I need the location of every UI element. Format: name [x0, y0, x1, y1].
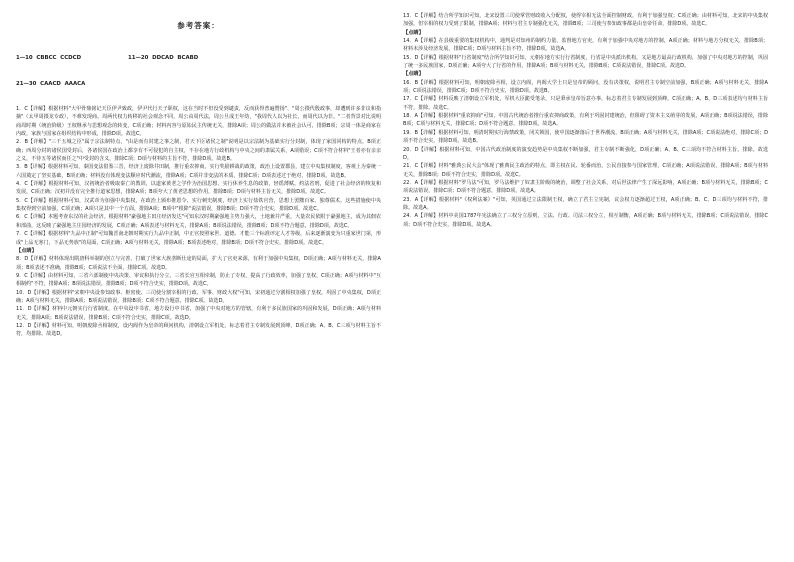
left-explanations: [16, 105, 381, 339]
explanation-paragraph: 2．B【详解】"三千五城之臣"属于宗法制特点，"由是而有封建之事之制，君天下臣诸侯之制"说明是以宗法制为基础实行分封制，体现了家国同构的特点，B项正确；西周分封的诸侯国受封后，各诸侯国在政治上都享有不可侵犯的自主权，不存在地方行政机构与中央之间的隶属关系，A项错误；C项不符合材料"王者亦有亲亲之义，不待五等诸侯而任之"中受封的含义，排除C项；D项与材料的主旨不符，排除D项。故选B。: [16, 139, 381, 163]
explanation-paragraph: 8．D【详解】材料体现出隋唐科举制的创立与完善，打破了世家大族垄断仕途的局面，扩大了官吏来源，有利于加强中央集权，D项正确；A项与材料无关，排除A项；B项表述不准确，排除B项；C项说法不全面，排除C项。故选D。: [16, 256, 381, 271]
explanation-paragraph: 17．C【详解】材料反映了清朝设立军机处，军机大臣跪受笔录，只是秉承皇帝旨意办事，标志着君主专制发展到顶峰，C项正确；A、B、D三项表述均与材料主旨不符，排除。故选C。: [403, 96, 768, 111]
answer-key-title: 参考答案：: [177, 21, 220, 30]
answer-row: 21—30 CAACD AAACA: [16, 80, 86, 87]
right-column: [403, 12, 768, 557]
answer-grid: [16, 37, 381, 105]
explanation-paragraph: 14．A【详解】在县级重要的集权机构中，通判是对知州的制约力量，监督地方官吏，有利于加强中央对地方的控制，A项正确；材料与地方分权无关，排除B项；材料未涉及经济发展，排除C项；D项与材料主旨不符，排除D项。故选A。: [403, 38, 768, 53]
explanation-paragraph: 15．D【详解】根据材料"行省制度"结合所学知识可知，元朝在地方实行行省制度，行省是中央派出机构，又是地方最高行政机构，加强了中央对地方的控制，巩固了统一多民族国家，D项正确；A项夸大了行省的作用，排除A项；B项与材料无关，排除B项；C项说法错误，排除C项。故选D。: [403, 54, 768, 70]
explanation-paragraph: 7．C【详解】根据材料"九品中正制"可知魏晋南北朝时期实行九品中正制，中正官按照家世、道德、才能三个标准评定人才等级，后来逐渐演变为只重家世门第，形成"上品无寒门，下品无势族"的局面，C项正确；A项与材料无关，排除A项；B项表述绝对，排除B项；D项不符合史实，排除D项。故选C。: [16, 231, 381, 246]
note-heading: 【点睛】: [16, 247, 37, 254]
explanation-paragraph: 6．C【详解】本题考查东汉的社会经济。根据材料"豪强地主田庄经济发达"可知东汉时期豪强地主势力强大，土地兼并严重，大量农民依附于豪强地主，成为其佃农和部曲，这反映了豪强地主庄园经济的发展，C项正确；A项表述与材料无关，排除A项；B项说法错误，排除B项；D项不符合题意，排除D项。故选C。: [16, 214, 381, 229]
note-heading: 【点睛】: [403, 71, 424, 78]
explanation-paragraph: 4．C【详解】根据材料可知，汉初统治者吸取秦亡的教训，以道家黄老之学作为治国思想，实行休养生息的政策，轻徭薄赋、约法省刑，促进了社会经济的恢复和发展，C项正确；汉初并没有完全推行道家思想，排除A项；B项夸大了黄老思想的作用，排除B项；D项与材料主旨无关，排除D项。故选C。: [16, 181, 381, 196]
explanation-paragraph: 1．C【详解】根据材料"大甲骨鼎铭记天臣伊尹致政，伊尹代行天子职权，这在当时不但没受到谴责，反而获得普遍赞扬"、"周公摄代殷政事，却遭到许多非议和指摘"（太甲周摄龙专政），不难发现商、周两代权力转移的社会观念不同，周公由周代法，周公旦成王年幼，"我周代人以为社长，而周代以为非。"二者背景对比说明商周时期（统治阶级）王权继承与思想观念的转变，C项正确；材料内容与原始民主传统无关，排除A项；周公的做法并未被社会认可，排除B项；宗周一体是商家在内政，家族与国家在组织结构中形成，排除D项。故选C。: [16, 106, 381, 138]
explanation-paragraph: 20．D【详解】根据材料可知，中国古代政治制度的演变趋势是中央集权不断加强，君主专制不断强化，D项正确；A、B、C三项均不符合材料主旨，排除。故选D。: [403, 146, 768, 161]
explanation-paragraph: 11．D【详解】材料中元朝实行行省制度，在中央设中书省，地方设行中书省，加强了中央对地方的管辖，有利于多民族国家的巩固和发展，D项正确；A项与材料无关，排除A项；B项说法错误，排除B项；C项不符合史实，排除C项。故选D。: [16, 306, 381, 321]
right-explanations: [403, 12, 768, 229]
explanation-paragraph: 18．A【详解】根据材料"重农抑商"可知，中国古代统治者推行重农抑商政策，有利于巩固封建统治，但阻碍了资本主义萌芽的发展，A项正确；B项说法错误，排除B项；C项与材料无关，排除C项；D项不符合题意，排除D项。故选A。: [403, 113, 768, 128]
explanation-paragraph: 24．A【详解】材料中美国1787年宪法确立了三权分立原则，立法、行政、司法三权分立，相互制衡，A项正确；B项与材料无关，排除B项；C项说法错误，排除C项；D项不符合史实，排除D项。故选A。: [403, 213, 768, 228]
explanation-paragraph: 23．A【详解】根据材料"《权利法案》"可知，英国通过立法限制王权，确立了君主立宪制，议会权力逐渐超过王权，A项正确；B、C、D三项均与材料不符，排除。故选A。: [403, 196, 768, 211]
explanation-paragraph: 16．B【详解】根据材料可知，明朝废除丞相，设立内阁，内阁大学士只是皇帝的顾问，没有决策权，说明君主专制空前加强，B项正确；A项与材料无关，排除A项；C项说法错误，排除C项；D项不符合史实，排除D项。故选B。: [403, 79, 768, 95]
left-column: [16, 12, 381, 557]
explanation-paragraph: 10．D【详解】根据材料"宋朝中央设参知政事、枢密使、三司使分割宰相的行政、军事、财政大权"可知，宋初通过分割相权加强了皇权，巩固了中央集权，D项正确；A项与材料无关，排除A项；B项说法错误，排除B项；C项不符合题意，排除C项。故选D。: [16, 289, 381, 304]
explanation-paragraph: 5．C【详解】根据材料可知，汉武帝为加强中央集权，在政治上颁布推恩令、实行刺史制度，经济上实行盐铁官营，思想上罢黜百家、独尊儒术，这些措施使中央集权得到空前加强，C项正确；A项只是其中一个方面，排除A项；B项中"根除"说法错误，排除B项；D项不符合史实，排除D项。故选C。: [16, 197, 381, 213]
explanation-paragraph: 9．C【详解】由材料可知，三省六部制使中央决策、审议和执行分立，三省长官互相牵制，防止了专权，提高了行政效率，加强了皇权，C项正确；A项与材料中"互相制约"不符，排除A项；B项说法错误，排除B项；D项不符合史实，排除D项。故选C。: [16, 272, 381, 288]
explanation-paragraph: 19．B【详解】根据材料可知，明清时期实行海禁政策，闭关锁国，使中国逐渐落后于世界潮流，B项正确；A项与材料无关，排除A项；C项说法绝对，排除C项；D项不符合史实，排除D项。故选B。: [403, 129, 768, 145]
explanation-paragraph: 3．B【详解】根据材料可知，秦国变法借鉴三晋，经济上废除井田制，推行重农抑商，实行奖励耕战的政策，政治上设置郡县，建立中央集权制度，客观上为秦统一六国奠定了坚实基础，B项正确；材料没有体现变法顺应时代潮流，排除A项；C项并非变法的本质，排除C项；D项表述过于绝对，排除D项。故选B。: [16, 164, 381, 179]
note-heading: 【点睛】: [403, 29, 424, 36]
explanation-paragraph: 12．D【详解】材料可知，明朝废除丞相制度，设内阁作为皇帝的顾问机构，清朝设立军机处，标志着君主专制发展到顶峰，D项正确；A、B、C三项与材料主旨不符，均排除。故选D。: [16, 322, 381, 338]
explanation-paragraph: 13．C【详解】结合所学知识可知，北宋设置三司使掌管财政收入分配权，使得宰相无法全面控制财政，有利于加强皇权；C项正确；由材料可知，北宋的中央集权加强，但宰相的权力受到了限制，排除A项；材料与君主专制强化无关，排除B项；三司使与参知政事都是由皇帝任命，排除D项。故选C。: [403, 13, 768, 28]
explanation-paragraph: 22．A【详解】根据材料"罗马法"可知，罗马法维护了奴隶主阶级的统治，调整了社会关系，对后世法律产生了深远影响，A项正确；B项与材料无关，排除B项；C项说法错误，排除C项；D项不符合题意，排除D项。故选A。: [403, 179, 768, 195]
answer-row: 1—10 CBBCC CCDCD 11—20 DDCAD BCABD: [16, 55, 199, 61]
explanation-paragraph: 21．C【详解】材料"雅典公民大会"体现了雅典民主政治的特点，即主权在民、轮番而治，公民直接参与国家管理，C项正确；A项说法错误，排除A项；B项与材料无关，排除B项；D项不符合史实，排除D项。故选C。: [403, 163, 768, 178]
